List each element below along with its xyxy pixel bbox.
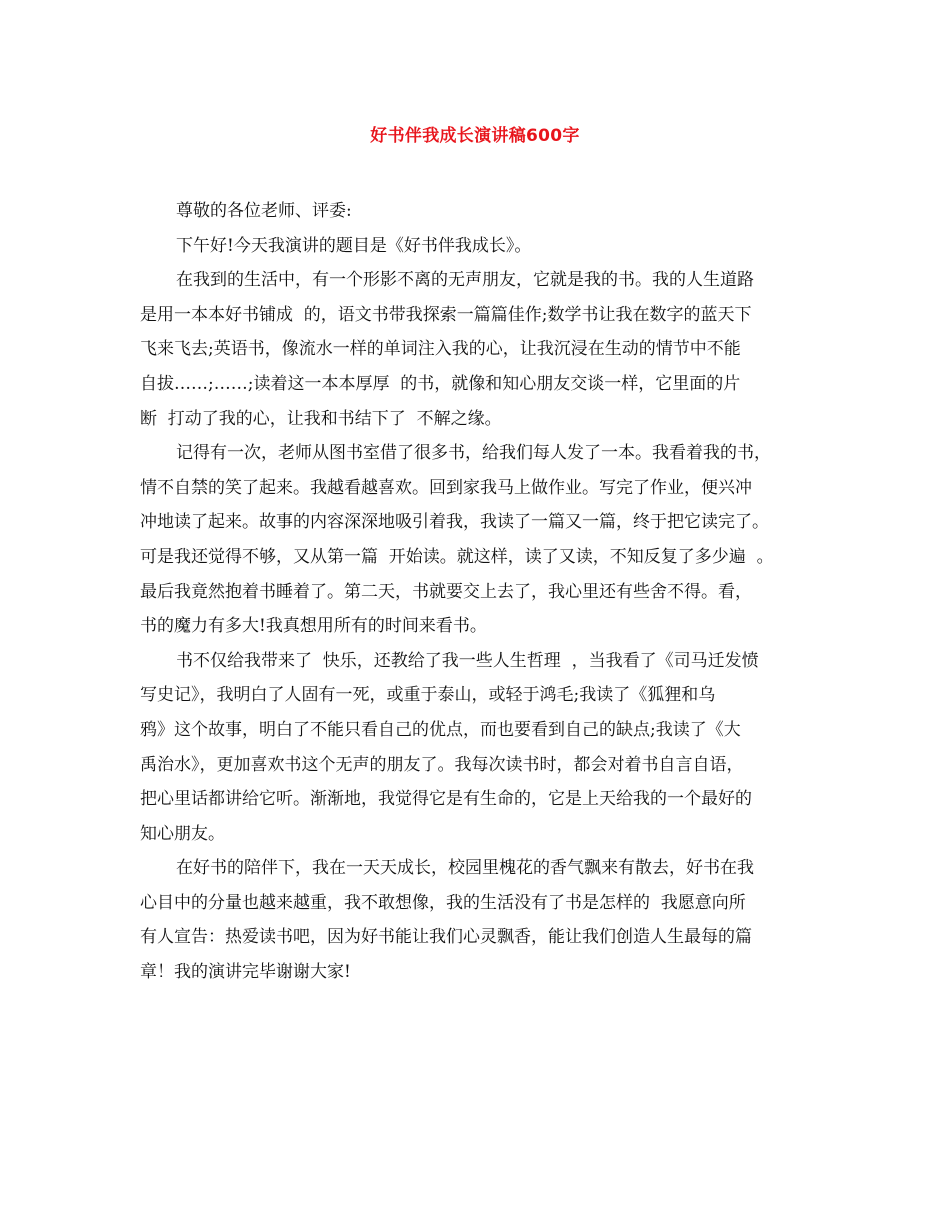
text-line: 书的魔力有多大!我真想用所有的时间来看书。 <box>140 616 487 637</box>
text-line: 写史记》，我明白了人固有一死，或重于泰山，或轻于鸿毛;我读了《狐狸和乌 <box>140 685 716 706</box>
text-line: 尊敬的各位老师、评委: <box>176 201 352 221</box>
text-line: 可是我还觉得不够，又从第一篇 开始读。就这样，读了又读，不知反复了多少遍 。 <box>140 546 774 567</box>
text-line: 飞来飞去;英语书，像流水一样的单词注入我的心，让我沉浸在生动的情节中不能 <box>140 339 741 360</box>
text-line: 在好书的陪伴下，我在一天天成长，校园里槐花的香气飘来有散去，好书在我 <box>176 858 754 879</box>
text-line: 在我到的生活中，有一个形影不离的无声朋友，它就是我的书。我的人生道路 <box>176 270 754 291</box>
text-line: 有人宣告：热爱读书吧，因为好书能让我们心灵飘香，能让我们创造人生最每的篇 <box>140 927 752 948</box>
text-line: 是用一本本好书铺成 的，语文书带我探索一篇篇佳作;数学书让我在数字的蓝天下 <box>140 304 752 325</box>
text-line: 记得有一次，老师从图书室借了很多书，给我们每人发了一本。我看着我的书， <box>176 443 771 464</box>
text-line: 把心里话都讲给它听。渐渐地，我觉得它是有生命的，它是上天给我的一个最好的 <box>140 789 752 810</box>
document-title: 好书伴我成长演讲稿600字 <box>370 126 580 146</box>
text-line: 下午好!今天我演讲的题目是《好书伴我成长》。 <box>176 235 532 256</box>
text-line: 冲地读了起来。故事的内容深深地吸引着我，我读了一篇又一篇，终于把它读完了。 <box>140 512 769 533</box>
text-line: 情不自禁的笑了起来。我越看越喜欢。回到家我马上做作业。写完了作业，便兴冲 <box>140 477 752 498</box>
text-line: 鸦》这个故事，明白了不能只看自己的优点，而也要看到自己的缺点;我读了《大 <box>140 719 741 740</box>
text-line: 章！我的演讲完毕谢谢大家! <box>140 962 351 983</box>
text-line: 心目中的分量也越来越重，我不敢想像，我的生活没有了书是怎样的 我愿意向所 <box>140 892 746 913</box>
text-line: 断 打动了我的心，让我和书结下了 不解之缘。 <box>140 408 502 429</box>
text-line: 最后我竟然抱着书睡着了。第二天，书就要交上去了，我心里还有些舍不得。看， <box>140 581 752 602</box>
text-line: 书不仅给我带来了 快乐，还教给了我一些人生哲理 ，当我看了《司马迁发愤 <box>176 650 759 671</box>
document-body <box>140 194 812 990</box>
text-line: 禹治水》，更加喜欢书这个无声的朋友了。我每次读书时，都会对着书自言自语， <box>140 754 744 775</box>
text-line: 知心朋友。 <box>140 823 225 844</box>
text-line: 自拔……;……;读着这一本本厚厚 的书，就像和知心朋友交谈一样，它里面的片 <box>140 373 741 394</box>
